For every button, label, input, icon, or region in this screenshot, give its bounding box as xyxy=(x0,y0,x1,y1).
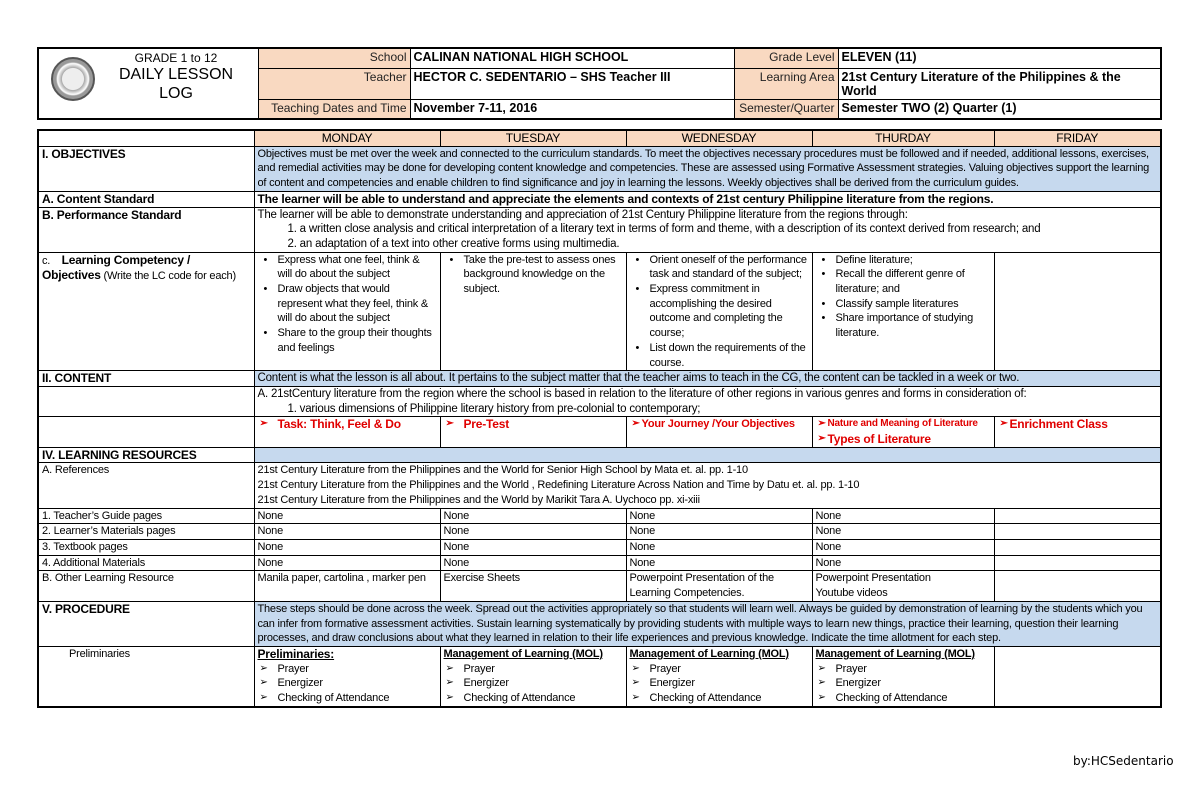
table-cell: Manila paper, cartolina , marker pen xyxy=(254,571,440,601)
preliminaries-wednesday xyxy=(626,646,812,706)
deped-seal-icon xyxy=(51,57,95,101)
competency-monday xyxy=(254,252,440,371)
list-item: ➢ Prayer xyxy=(258,662,437,677)
resources-label: IV. LEARNING RESOURCES xyxy=(38,447,254,463)
preliminaries-monday xyxy=(254,646,440,706)
table-cell: None xyxy=(812,524,994,540)
table-cell: None xyxy=(626,524,812,540)
topic-text: ➢ Types of Literature xyxy=(816,432,991,447)
title-line2: LOG xyxy=(159,85,193,102)
list-item: ➢ Checking of Attendance xyxy=(258,691,437,706)
author-credit: by:HCSedentario xyxy=(1073,754,1174,768)
mol-heading: Management of Learning (MOL) xyxy=(815,647,975,660)
competency-friday xyxy=(994,252,1161,371)
topic-monday xyxy=(254,417,440,447)
table-cell: None xyxy=(812,508,994,524)
table-cell: None xyxy=(440,524,626,540)
list-item: • Share importance of studying literature. xyxy=(816,311,991,340)
competency-title: Learning Competency / Objectives xyxy=(42,252,191,283)
list-item: • Draw objects that would represent what they feel, think & will do about the subject xyxy=(258,282,437,326)
competency-wednesday xyxy=(626,252,812,371)
list-item: ➢ Checking of Attendance xyxy=(444,691,623,706)
semester-value: Semester TWO (2) Quarter (1) xyxy=(838,99,1161,119)
list-item: ➢ Energizer xyxy=(816,676,991,691)
mol-heading: Management of Learning (MOL) xyxy=(443,647,603,660)
list-item: • Share to the group their thoughts and feelings xyxy=(258,326,437,355)
table-cell: None xyxy=(812,539,994,555)
table-cell: None xyxy=(626,555,812,571)
topic-thursday xyxy=(812,417,994,447)
content-text: Content is what the lesson is all about. It pertains to the subject matter that the teacher aims to teach in the CG, the content can be tackled in a week or two. xyxy=(254,371,1161,387)
topic-wednesday xyxy=(626,417,812,447)
preliminaries-tuesday xyxy=(440,646,626,706)
competency-label xyxy=(38,252,254,371)
title-line1: DAILY LESSON xyxy=(118,66,234,83)
teacher-value: HECTOR C. SEDENTARIO – SHS Teacher III xyxy=(410,68,734,99)
topic-text: ➢ Your Journey /Your Objectives xyxy=(630,417,809,432)
day-thursday: THURDAY xyxy=(812,130,994,146)
objectives-text: Objectives must be met over the week and connected to the curriculum standards. To meet the objectives necessary procedures must be followed and if needed, additional lessons, exercises, and remedial activities may be done for developing content knowledge and competencies. These are assessed using Formative Assessment strategies. Valuing objectives support the learning of content and competencies and enable children to find significance and joy in learning the lessons. Weekly objectives shall be derived from the curriculum guides. xyxy=(254,146,1161,191)
table-cell xyxy=(812,571,994,601)
list-item: • Express commitment in accomplishing the desired outcome and completing the course; xyxy=(630,282,809,341)
table-cell: None xyxy=(254,555,440,571)
list-item: ➢ Prayer xyxy=(630,662,809,677)
header-logo-cell xyxy=(38,48,258,119)
content-label: II. CONTENT xyxy=(38,371,254,387)
list-item: • Orient oneself of the performance task and standard of the subject; xyxy=(630,253,809,282)
table-cell: None xyxy=(440,508,626,524)
additional-materials-label: 4. Additional Materials xyxy=(38,555,254,571)
list-item: ➢ Prayer xyxy=(444,662,623,677)
table-cell: None xyxy=(440,539,626,555)
content-detail xyxy=(254,386,1161,416)
teacher-label: Teacher xyxy=(258,68,410,99)
day-tuesday: TUESDAY xyxy=(440,130,626,146)
preliminaries-label: Preliminaries xyxy=(38,646,254,706)
table-cell: Powerpoint Presentation of the Learning Competencies. xyxy=(626,571,812,601)
list-item: • Classify sample literatures xyxy=(816,297,991,312)
competency-tuesday xyxy=(440,252,626,371)
grade-level-value: ELEVEN (11) xyxy=(838,48,1161,68)
table-cell: None xyxy=(626,508,812,524)
document-title xyxy=(101,51,251,103)
topic-friday xyxy=(994,417,1161,447)
mol-heading: Management of Learning (MOL) xyxy=(629,647,789,660)
table-cell: Exercise Sheets xyxy=(440,571,626,601)
content-standard-text: The learner will be able to understand and appreciate the elements and contexts of 21st century Philippine literature from the regions. xyxy=(254,191,1161,207)
performance-standard-item2: 2. an adaptation of a text into other creative forms using multimedia. xyxy=(287,237,620,250)
content-standard-label: A. Content Standard xyxy=(38,191,254,207)
topic-text: ➢ Task: Think, Feel & Do xyxy=(258,417,437,432)
list-item: • Express what one feel, think & will do about the subject xyxy=(258,253,437,282)
table-cell: None xyxy=(812,555,994,571)
references-text xyxy=(254,463,1161,508)
day-friday: FRIDAY xyxy=(994,130,1161,146)
days-row xyxy=(38,130,1161,146)
content-item-a: A. 21stCentury literature from the region where the school is based in relation to the literature of other regions in various genres and forms in consideration of: xyxy=(257,387,1027,400)
header-table xyxy=(37,47,1162,120)
performance-standard-intro: The learner will be able to demonstrate understanding and appreciation of 21st Century Philippine literature from the regions through: xyxy=(257,208,908,221)
reference-3: 21st Century Literature from the Philippines and the World by Marikit Tara A. Uychoco pp. xi-xiii xyxy=(257,493,700,506)
resource-line: Powerpoint Presentation xyxy=(815,572,931,585)
lesson-log-table xyxy=(37,129,1162,708)
references-label: A. References xyxy=(38,463,254,508)
list-item: ➢ Energizer xyxy=(258,676,437,691)
content-item-a1: 1. various dimensions of Philippine literary history from pre-colonial to contemporary; xyxy=(287,402,701,415)
preliminaries-thursday xyxy=(812,646,994,706)
topic-text: ➢ Pre-Test xyxy=(444,417,623,432)
competency-note: (Write the LC code for each) xyxy=(100,270,236,283)
reference-2: 21st Century Literature from the Philippines and the World , Redefining Literature Across Nation and Time by Datu et. al. pp. 1-10 xyxy=(257,479,860,492)
textbook-pages-label: 3. Textbook pages xyxy=(38,539,254,555)
learning-area-label: Learning Area xyxy=(734,68,838,99)
table-cell: None xyxy=(626,539,812,555)
list-item: • Take the pre-test to assess ones background knowledge on the subject. xyxy=(444,253,623,297)
list-item: • List down the requirements of the course. xyxy=(630,341,809,370)
list-item: • Define literature; xyxy=(816,253,991,268)
performance-standard-label: B. Performance Standard xyxy=(38,207,254,252)
objectives-label: I. OBJECTIVES xyxy=(38,146,254,191)
day-monday: MONDAY xyxy=(254,130,440,146)
list-item: ➢ Checking of Attendance xyxy=(816,691,991,706)
list-item: ➢ Checking of Attendance xyxy=(630,691,809,706)
table-cell: None xyxy=(254,508,440,524)
topic-tuesday xyxy=(440,417,626,447)
performance-standard-cell xyxy=(254,207,1161,252)
school-value: CALINAN NATIONAL HIGH SCHOOL xyxy=(410,48,734,68)
semester-label: Semester/Quarter xyxy=(734,99,838,119)
list-item: ➢ Energizer xyxy=(630,676,809,691)
grade-level-label: Grade Level xyxy=(734,48,838,68)
learning-area-value: 21st Century Literature of the Philippines & the World xyxy=(838,68,1161,99)
tg-pages-label: 1. Teacher’s Guide pages xyxy=(38,508,254,524)
performance-standard-item1: 1. a written close analysis and critical interpretation of a literary text in terms of form and theme, with a description of its context derived from research; and xyxy=(287,223,1041,236)
list-item: ➢ Energizer xyxy=(444,676,623,691)
topic-text: ➢ Enrichment Class xyxy=(998,417,1158,432)
dates-label: Teaching Dates and Time xyxy=(258,99,410,119)
table-cell: None xyxy=(254,524,440,540)
dates-value: November 7-11, 2016 xyxy=(410,99,734,119)
reference-1: 21st Century Literature from the Philippines and the World for Senior High School by Mata et. al. pp. 1-10 xyxy=(257,464,748,477)
school-label: School xyxy=(258,48,410,68)
competency-letter: c. xyxy=(42,254,51,267)
resource-line: Youtube videos xyxy=(815,587,888,600)
day-wednesday: WEDNESDAY xyxy=(626,130,812,146)
procedure-label: V. PROCEDURE xyxy=(38,601,254,646)
table-cell: None xyxy=(440,555,626,571)
competency-thursday xyxy=(812,252,994,371)
topic-text: ➢ Nature and Meaning of Literature xyxy=(816,417,991,432)
table-cell: None xyxy=(254,539,440,555)
mol-heading: Preliminaries: xyxy=(257,646,335,661)
list-item: ➢ Prayer xyxy=(816,662,991,677)
other-resource-label: B. Other Learning Resource xyxy=(38,571,254,601)
list-item: • Recall the different genre of literature; and xyxy=(816,267,991,296)
grade-range: GRADE 1 to 12 xyxy=(134,51,218,65)
lm-pages-label: 2. Learner’s Materials pages xyxy=(38,524,254,540)
procedure-text: These steps should be done across the week. Spread out the activities appropriately so that students will learn well. Always be guided by demonstration of learning by the students which you can infer from formative assessment activities. Sustain learning systematically by providing students with multiple ways to learn new things, practice their learning, question their learning processes, and draw conclusions about what they learned in relation to their life experiences and previous knowledge. Indicate the time allotment for each step. xyxy=(254,601,1161,646)
